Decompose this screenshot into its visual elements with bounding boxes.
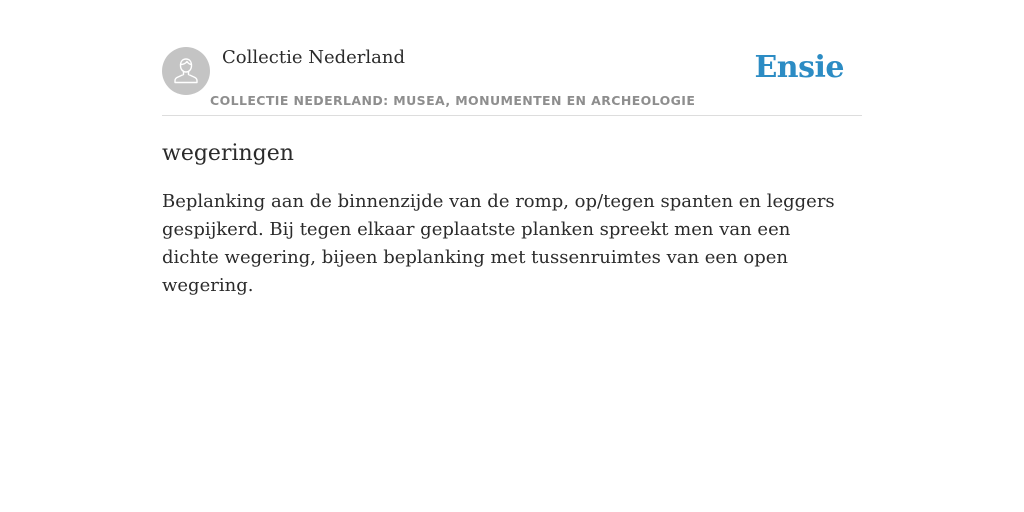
- avatar[interactable]: [162, 47, 210, 95]
- entry-term: wegeringen: [162, 141, 294, 166]
- author-name[interactable]: Collectie Nederland: [222, 47, 406, 68]
- entry-definition: Beplanking aan de binnenzijde van de romp, op/tegen spanten en leggers gespijkerd. Bij tegen elkaar geplaatste planken spreekt men van een dichte wegering, bijeen beplanking met tussenruimtes van een open wegering.: [162, 191, 835, 296]
- user-icon: [169, 54, 203, 88]
- ensie-logo[interactable]: Ensie: [754, 50, 844, 85]
- entry-header: [162, 46, 862, 116]
- source-subtitle[interactable]: COLLECTIE NEDERLAND: MUSEA, MONUMENTEN EN ARCHEOLOGIE: [210, 93, 696, 108]
- entry-card: [162, 46, 862, 300]
